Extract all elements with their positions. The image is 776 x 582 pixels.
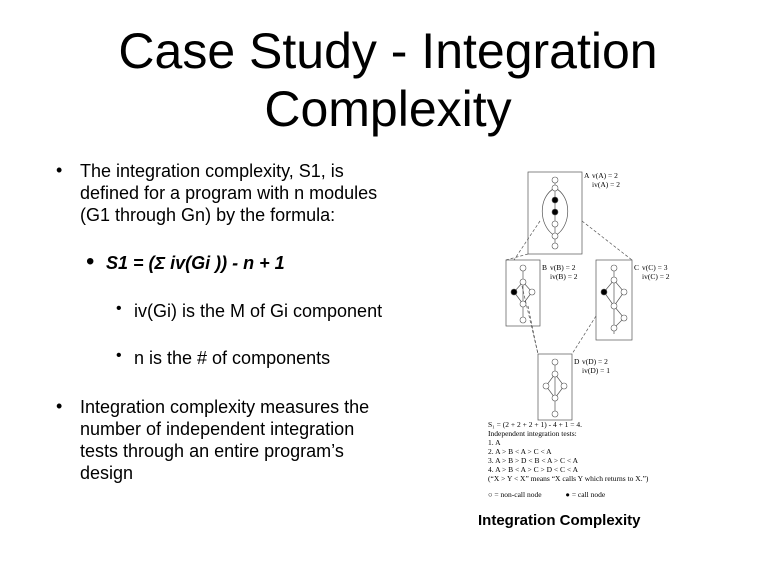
bullet-2-line: design: [80, 463, 134, 483]
bullet-dot: •: [56, 160, 63, 180]
module-d-iv: iv(D) = 1: [582, 366, 610, 375]
module-a-iv: iv(A) = 2: [592, 180, 620, 189]
non-call-node-icon: ○: [488, 490, 493, 499]
figure-notes: [488, 420, 688, 499]
sub-bullet-2: n is the # of components: [134, 348, 331, 368]
module-c-label: C: [634, 263, 640, 272]
test-item: 1. A: [488, 438, 501, 447]
module-c-iv: iv(C) = 2: [642, 272, 670, 281]
bullet-1-line: defined for a program with n modules: [80, 183, 378, 203]
tests-title: Independent integration tests:: [488, 429, 577, 438]
bullet-2: [80, 396, 369, 484]
module-b-v: v(B) = 2: [550, 263, 576, 272]
test-item: 4. A > B < A > C > D < C < A: [488, 465, 578, 474]
bullet-1-line: The integration complexity, S1, is: [80, 161, 344, 181]
legend-call: = call node: [571, 490, 606, 499]
formula: S1 = (Σ iv(Gi )) - n + 1: [106, 253, 285, 273]
bullet-1-line: (G1 through Gn) by the formula:: [80, 205, 336, 225]
bullet-dot: •: [86, 248, 95, 275]
module-b-label: B: [542, 263, 548, 272]
module-a-v: v(A) = 2: [592, 171, 618, 180]
call-line-a-c: [582, 221, 632, 260]
title-line-1: Case Study - Integration: [118, 23, 658, 79]
test-item: 2. A > B < A > C < A: [488, 447, 552, 456]
bullet-2-line: number of independent integration: [80, 419, 355, 439]
legend-noncall: = non-call node: [494, 490, 542, 499]
module-d-v: v(D) = 2: [582, 357, 608, 366]
sub-bullet-1: iv(Gi) is the M of Gi component: [134, 301, 383, 321]
legend: [488, 490, 688, 499]
figure-caption: Integration Complexity: [478, 512, 641, 529]
module-c-v: v(C) = 3: [642, 263, 668, 272]
bullet-1: [80, 160, 377, 226]
bullet-2-line: Integration complexity measures the: [80, 397, 370, 417]
bullet-dot: •: [56, 396, 63, 416]
test-item: 3. A > B > D < B < A > C < A: [488, 456, 578, 465]
equation: S₁ = (2 + 2 + 2 + 1) - 4 + 1 = 4.: [488, 420, 583, 429]
module-d-label: D: [574, 357, 580, 366]
bullet-dot: •: [116, 300, 122, 317]
slide-title: [0, 22, 776, 138]
call-line-c-d: [572, 316, 596, 354]
bullet-2-line: tests through an entire program’s: [80, 441, 344, 461]
call-node-icon: ●: [565, 490, 570, 499]
module-a-label: A: [584, 171, 590, 180]
title-line-2: Complexity: [264, 81, 512, 137]
module-b-iv: iv(B) = 2: [550, 272, 578, 281]
bullet-dot: •: [116, 347, 122, 364]
notation-note: (“X > Y < X” means “X calls Y which returns to X.”): [488, 474, 649, 483]
